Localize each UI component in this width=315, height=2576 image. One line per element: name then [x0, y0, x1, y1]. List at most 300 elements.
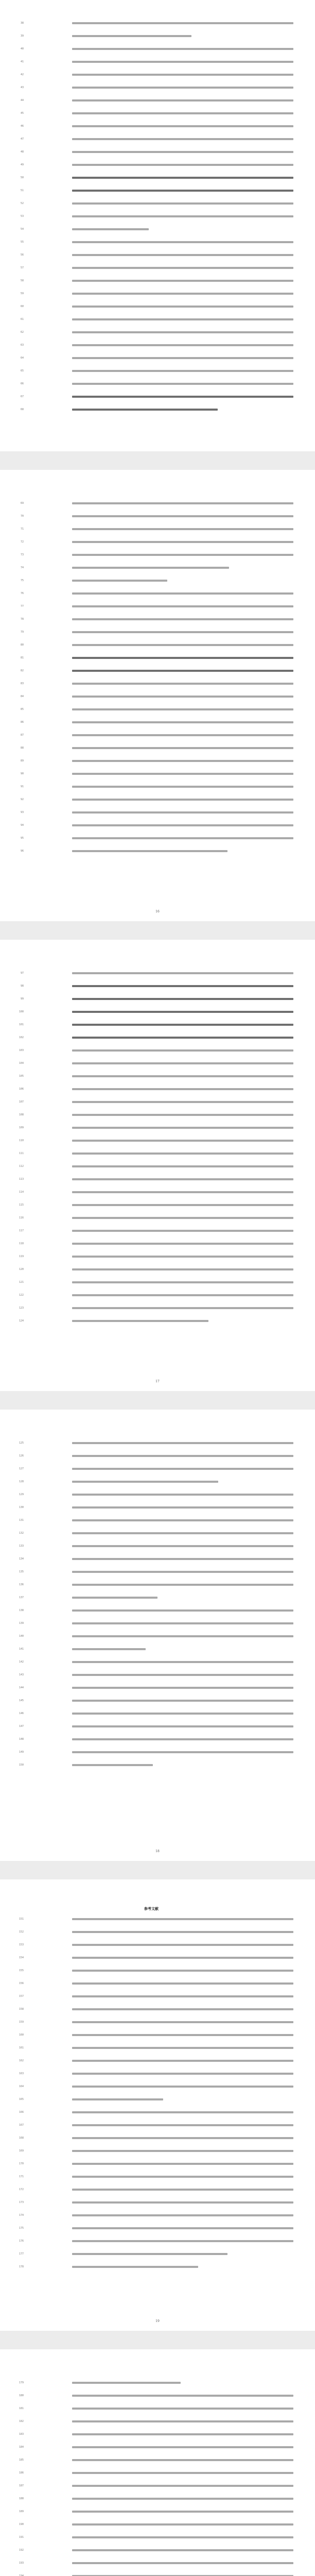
text-line	[0, 1318, 315, 1324]
text-line-content	[72, 2060, 293, 2062]
text-line	[0, 1009, 315, 1014]
text-line-content	[72, 985, 293, 987]
text-line	[0, 591, 315, 596]
text-line	[0, 578, 315, 583]
text-line	[0, 604, 315, 609]
line-number: 39	[20, 35, 24, 38]
line-number: 169	[19, 2149, 24, 2153]
text-line	[0, 2509, 315, 2514]
line-number: 138	[19, 1609, 24, 1612]
line-number: 52	[20, 202, 24, 205]
text-line-content	[72, 1217, 293, 1219]
line-number: 112	[19, 1165, 24, 1168]
text-line-content	[72, 2111, 293, 2113]
text-line	[0, 2239, 315, 2244]
line-number: 54	[20, 228, 24, 231]
text-line-content	[72, 1506, 293, 1509]
line-number: 121	[19, 1281, 24, 1284]
text-line-content	[72, 1230, 293, 1232]
text-line-content	[72, 541, 293, 543]
text-line-content	[72, 2523, 293, 2526]
line-number: 68	[20, 408, 24, 411]
line-number: 144	[19, 1686, 24, 1689]
text-line-content	[72, 644, 293, 646]
text-line	[0, 1267, 315, 1272]
line-number: 182	[19, 2420, 24, 2423]
line-number: 113	[19, 1178, 24, 1181]
text-line	[0, 59, 315, 64]
text-line	[0, 355, 315, 361]
line-number: 62	[20, 331, 24, 334]
text-line	[0, 984, 315, 989]
text-line	[0, 2084, 315, 2089]
line-number: 51	[20, 189, 24, 192]
text-line-content	[72, 1481, 218, 1483]
line-number: 151	[19, 1918, 24, 1921]
text-line	[0, 552, 315, 557]
line-number: 90	[20, 772, 24, 775]
line-number: 131	[19, 1519, 24, 1522]
line-number: 147	[19, 1725, 24, 1728]
text-line	[0, 278, 315, 283]
text-line	[0, 1737, 315, 1742]
text-line-content	[72, 2034, 293, 2036]
text-line-content	[72, 2562, 293, 2564]
text-line	[0, 996, 315, 1002]
text-line	[0, 565, 315, 570]
text-line-content	[72, 306, 293, 308]
text-line	[0, 1048, 315, 1053]
line-number: 104	[19, 1062, 24, 1065]
text-line	[0, 1151, 315, 1156]
line-number: 156	[19, 1982, 24, 1985]
text-line	[0, 98, 315, 103]
text-line-content	[72, 2150, 293, 2152]
text-line	[0, 1022, 315, 1027]
text-line-content	[72, 1127, 293, 1129]
text-line	[0, 2264, 315, 2269]
text-line	[0, 1981, 315, 1986]
text-line-content	[72, 2420, 293, 2422]
text-line-content	[72, 2382, 181, 2384]
line-number: 71	[20, 528, 24, 531]
text-line	[0, 240, 315, 245]
text-line-content	[72, 721, 293, 723]
text-line-content	[72, 241, 293, 243]
line-number: 53	[20, 215, 24, 218]
line-number: 98	[20, 985, 24, 988]
text-line-content	[72, 267, 293, 269]
line-number: 142	[19, 1660, 24, 1664]
text-line	[0, 2548, 315, 2553]
text-line-content	[72, 734, 293, 736]
text-line	[0, 1099, 315, 1105]
text-line-content	[72, 228, 149, 230]
line-number: 192	[19, 2549, 24, 2552]
line-number: 66	[20, 382, 24, 385]
line-number: 159	[19, 2021, 24, 2024]
text-line	[0, 2058, 315, 2063]
text-line-content	[72, 1982, 293, 1985]
text-line-content	[72, 2163, 293, 2165]
text-line	[0, 2187, 315, 2192]
text-line-content	[72, 409, 218, 411]
line-number: 160	[19, 2033, 24, 2037]
text-line-content	[72, 1075, 293, 1077]
text-line-content	[72, 1037, 293, 1039]
text-line	[0, 2020, 315, 2025]
text-line	[0, 2226, 315, 2231]
text-line	[0, 2045, 315, 2050]
text-line	[0, 1280, 315, 1285]
line-number: 126	[19, 1454, 24, 1458]
text-line	[0, 330, 315, 335]
text-line-content	[72, 396, 293, 398]
line-number: 102	[19, 1036, 24, 1039]
text-line-content	[72, 1165, 293, 1167]
text-line-content	[72, 1751, 293, 1753]
line-number: 97	[20, 972, 24, 975]
line-number: 166	[19, 2111, 24, 2114]
text-line	[0, 745, 315, 751]
text-line-content	[72, 811, 293, 814]
text-line	[0, 149, 315, 155]
line-number: 186	[19, 2471, 24, 2475]
text-line	[0, 2032, 315, 2038]
text-line	[0, 2393, 315, 2398]
text-line	[0, 175, 315, 180]
text-line	[0, 1942, 315, 1947]
text-line	[0, 707, 315, 712]
line-number: 110	[19, 1139, 24, 1142]
text-line-content	[72, 1494, 293, 1496]
text-line	[0, 2573, 315, 2576]
text-line-content	[72, 2124, 293, 2126]
text-line	[0, 2161, 315, 2166]
text-line	[0, 1112, 315, 1117]
text-line	[0, 823, 315, 828]
line-number: 85	[20, 708, 24, 711]
line-number: 167	[19, 2124, 24, 2127]
line-number: 189	[19, 2510, 24, 2513]
text-line	[0, 2123, 315, 2128]
text-line-content	[72, 998, 293, 1000]
text-line	[0, 1724, 315, 1729]
text-line-content	[72, 2253, 227, 2255]
line-number: 80	[20, 643, 24, 647]
line-number: 157	[19, 1995, 24, 1998]
line-number: 148	[19, 1738, 24, 1741]
text-line-content	[72, 2459, 293, 2461]
text-line-content	[72, 215, 293, 217]
text-line-content	[72, 2073, 293, 2075]
text-line-content	[72, 786, 293, 788]
text-line	[0, 1762, 315, 1768]
line-number: 191	[19, 2536, 24, 2539]
line-number: 77	[20, 605, 24, 608]
text-line-content	[72, 2549, 293, 2551]
line-number: 109	[19, 1126, 24, 1129]
text-line-content	[72, 2536, 293, 2538]
text-line-content	[72, 1661, 293, 1663]
line-number: 107	[19, 1100, 24, 1104]
text-line	[0, 317, 315, 322]
line-number: 161	[19, 2046, 24, 2049]
line-number: 105	[19, 1075, 24, 1078]
text-line-content	[72, 1622, 293, 1624]
text-line	[0, 1138, 315, 1143]
text-line	[0, 1531, 315, 1536]
line-number: 194	[19, 2574, 24, 2576]
text-line	[0, 1061, 315, 1066]
line-number: 162	[19, 2059, 24, 2062]
text-line	[0, 1087, 315, 1092]
line-number: 164	[19, 2085, 24, 2088]
text-line-content	[72, 125, 293, 127]
text-line	[0, 2470, 315, 2476]
text-line	[0, 784, 315, 789]
text-line-content	[72, 48, 293, 50]
text-line-content	[72, 773, 293, 775]
line-number: 128	[19, 1480, 24, 1483]
text-line	[0, 1595, 315, 1600]
line-number: 120	[19, 1268, 24, 1271]
text-line	[0, 758, 315, 764]
line-number: 74	[20, 566, 24, 569]
page-number: 18	[155, 1850, 160, 1853]
line-number: 165	[19, 2098, 24, 2101]
text-line-content	[72, 99, 293, 101]
text-line-content	[72, 618, 293, 620]
text-line-content	[72, 1918, 293, 1920]
text-line	[0, 1672, 315, 1677]
text-line	[0, 394, 315, 399]
text-line-content	[72, 657, 293, 659]
text-line-content	[72, 1571, 293, 1573]
text-line-content	[72, 2189, 293, 2191]
line-number: 187	[19, 2484, 24, 2487]
line-number: 119	[19, 1255, 24, 1258]
text-line-content	[72, 708, 293, 710]
line-number: 82	[20, 669, 24, 672]
text-line-content	[72, 1519, 293, 1521]
text-line-content	[72, 2086, 293, 2088]
line-number: 163	[19, 2072, 24, 2075]
line-number: 170	[19, 2162, 24, 2165]
text-line	[0, 1544, 315, 1549]
text-line-content	[72, 1468, 293, 1470]
text-line	[0, 1685, 315, 1690]
text-line-content	[72, 2176, 293, 2178]
line-number: 185	[19, 2459, 24, 2462]
line-number: 155	[19, 1969, 24, 1972]
text-line	[0, 1968, 315, 1973]
line-number: 94	[20, 824, 24, 827]
text-line	[0, 1215, 315, 1221]
line-number: 59	[20, 292, 24, 295]
line-number: 50	[20, 176, 24, 179]
text-line-content	[72, 87, 293, 89]
text-line-content	[72, 293, 293, 295]
text-line-content	[72, 2240, 293, 2242]
line-number: 177	[19, 2252, 24, 2256]
text-line	[0, 2213, 315, 2218]
line-number: 56	[20, 253, 24, 257]
text-line	[0, 2380, 315, 2385]
page-5	[0, 1879, 315, 2331]
line-number: 93	[20, 811, 24, 814]
line-number: 70	[20, 515, 24, 518]
line-number: 137	[19, 1596, 24, 1599]
page-3	[0, 940, 315, 1391]
text-line-content	[72, 1307, 293, 1309]
line-number: 83	[20, 682, 24, 685]
text-line-content	[72, 696, 293, 698]
line-number: 45	[20, 112, 24, 115]
line-number: 40	[20, 47, 24, 50]
text-line-content	[72, 344, 293, 346]
line-number: 188	[19, 2497, 24, 2500]
line-number: 176	[19, 2240, 24, 2243]
text-line-content	[72, 1191, 293, 1193]
text-line	[0, 681, 315, 686]
text-line	[0, 85, 315, 90]
line-number: 92	[20, 798, 24, 801]
text-line	[0, 1750, 315, 1755]
text-line-content	[72, 112, 293, 114]
text-line	[0, 1621, 315, 1626]
text-line-content	[72, 1738, 293, 1740]
text-line-content	[72, 2008, 293, 2010]
text-line	[0, 214, 315, 219]
text-line-content	[72, 35, 191, 37]
text-line	[0, 291, 315, 296]
line-number: 64	[20, 357, 24, 360]
text-line-content	[72, 1049, 293, 1052]
text-line	[0, 1711, 315, 1716]
section-heading: 参考文献	[144, 1906, 159, 1911]
text-line-content	[72, 151, 293, 153]
text-line	[0, 836, 315, 841]
text-line	[0, 849, 315, 854]
line-number: 43	[20, 86, 24, 89]
text-line-content	[72, 850, 227, 852]
text-line-content	[72, 74, 293, 76]
text-line-content	[72, 1281, 293, 1283]
line-number: 88	[20, 747, 24, 750]
line-number: 123	[19, 1307, 24, 1310]
line-number: 58	[20, 279, 24, 282]
page-number: 19	[155, 2319, 160, 2323]
line-number: 181	[19, 2407, 24, 2410]
text-line-content	[72, 2021, 293, 2023]
line-number: 173	[19, 2201, 24, 2204]
text-line	[0, 655, 315, 660]
text-line-content	[72, 177, 293, 179]
line-number: 41	[20, 60, 24, 63]
text-line	[0, 304, 315, 309]
text-line	[0, 539, 315, 545]
line-number: 46	[20, 125, 24, 128]
text-line	[0, 1202, 315, 1208]
line-number: 175	[19, 2227, 24, 2230]
line-number: 84	[20, 695, 24, 698]
text-line-content	[72, 1088, 293, 1090]
page-number: 17	[155, 1380, 160, 1383]
line-number: 171	[19, 2175, 24, 2178]
text-line-content	[72, 2408, 293, 2410]
text-line	[0, 971, 315, 976]
line-number: 183	[19, 2433, 24, 2436]
text-line	[0, 2522, 315, 2527]
text-line-content	[72, 202, 293, 205]
text-line	[0, 111, 315, 116]
text-line-content	[72, 280, 293, 282]
text-line	[0, 201, 315, 206]
text-line-content	[72, 1558, 293, 1560]
line-number: 111	[19, 1152, 24, 1155]
text-line	[0, 1929, 315, 1935]
text-line	[0, 1955, 315, 1960]
text-line-content	[72, 1268, 293, 1270]
line-number: 136	[19, 1583, 24, 1586]
text-line	[0, 1492, 315, 1497]
text-line	[0, 2136, 315, 2141]
text-line-content	[72, 1700, 293, 1702]
text-line-content	[72, 972, 293, 974]
text-line	[0, 2458, 315, 2463]
text-line-content	[72, 1584, 293, 1586]
line-number: 174	[19, 2214, 24, 2217]
text-line	[0, 1917, 315, 1922]
text-line-content	[72, 331, 293, 333]
text-line	[0, 1608, 315, 1613]
text-line-content	[72, 683, 293, 685]
text-line	[0, 2496, 315, 2501]
text-line-content	[72, 357, 293, 359]
text-line	[0, 1190, 315, 1195]
text-line	[0, 1453, 315, 1459]
line-number: 149	[19, 1751, 24, 1754]
text-line-content	[72, 824, 293, 826]
text-line-content	[72, 2227, 293, 2229]
line-number: 95	[20, 837, 24, 840]
text-line	[0, 2432, 315, 2437]
text-line-content	[72, 515, 293, 517]
text-line	[0, 1582, 315, 1587]
line-number: 38	[20, 22, 24, 25]
text-line-content	[72, 1153, 293, 1155]
line-number: 55	[20, 241, 24, 244]
line-number: 180	[19, 2394, 24, 2397]
text-line	[0, 1634, 315, 1639]
text-line	[0, 1479, 315, 1484]
text-line-content	[72, 1243, 293, 1245]
text-line	[0, 1241, 315, 1246]
line-number: 134	[19, 1557, 24, 1561]
line-number: 141	[19, 1648, 24, 1651]
text-line	[0, 2110, 315, 2115]
line-number: 153	[19, 1943, 24, 1946]
text-line	[0, 2483, 315, 2488]
text-line	[0, 1254, 315, 1259]
text-line	[0, 2535, 315, 2540]
line-number: 69	[20, 502, 24, 505]
line-number: 81	[20, 656, 24, 659]
text-line-content	[72, 1442, 293, 1444]
line-number: 65	[20, 369, 24, 372]
line-number: 72	[20, 540, 24, 544]
